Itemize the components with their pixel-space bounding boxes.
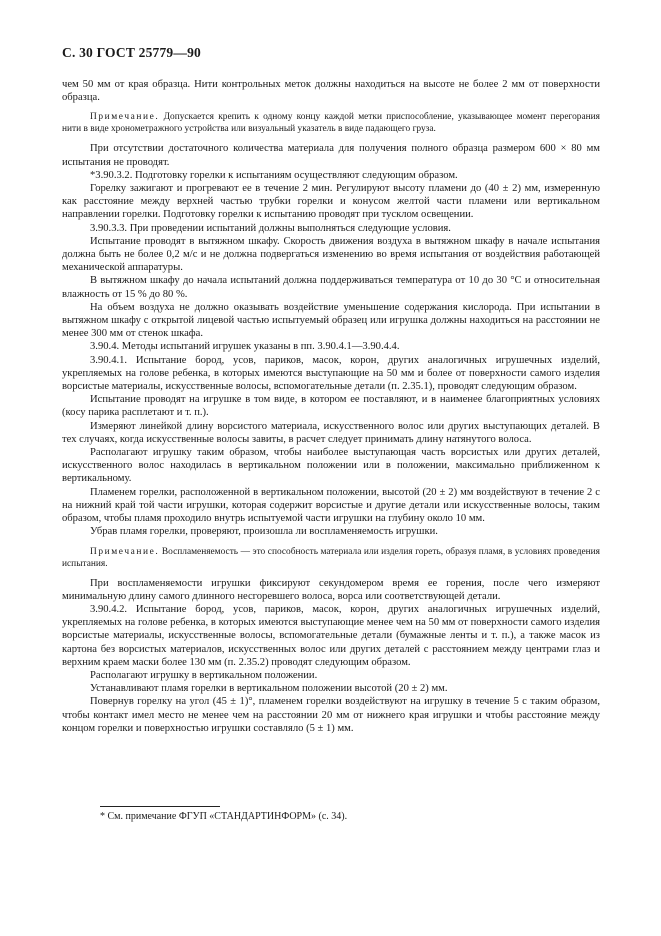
- paragraph: Убрав пламя горелки, проверяют, произошла ли воспламеняемость игрушки.: [90, 526, 438, 538]
- paragraph: Горелку зажигают и прогревают ее в течение 2 мин. Регулируют высоту пламени до (40 ± 2) мм, измеренную как расстояние между верхней частью трубки горелки и конусом желтой части пламени или вертикальном направлении горелки. Подготовку горелки к испытанию проводят при тусклом освещении.: [62, 183, 600, 221]
- paragraph: Испытание проводят в вытяжном шкафу. Скорость движения воздуха в вытяжном шкафу в начале испытания должна быть не более 0,2 м/с и не должна подвергаться изменению во время испытания от воздействия работающей механической аппаратуры.: [62, 235, 600, 274]
- paragraph: 3.90.4.2. Испытание бород, усов, париков, масок, корон, других аналогичных игрушечных изделий, укрепляемых на голове ребенка, в которых имеются выступающие менее чем на 50 мм от поверхности самого изделия ворсистые материалы, искусственные волосы, вспомогательные детали (бумажные ленты и т. п.), а также масок из картона без ворсистых материалов, искусственных волос или других деталей с расстоянием между центрами глаз и верхним краем маски более 130 мм (п. 2.35.2) проводят следующим образом.: [62, 603, 600, 668]
- note: [62, 546, 600, 570]
- note-text: Воспламеняемость — это способность материала или изделия гореть, образуя пламя, в условиях проведения испытания.: [62, 546, 600, 569]
- footnote-divider: [100, 806, 220, 807]
- paragraph: чем 50 мм от края образца. Нити контрольных меток должны находиться на высоте не более 2 мм от поверхности образца.: [62, 79, 600, 104]
- footnote: * См. примечание ФГУП «СТАНДАРТИНФОРМ» (с. 34).: [100, 811, 348, 822]
- note-label: Примечание.: [90, 112, 160, 123]
- paragraph: Измеряют линейкой длину ворсистого материала, искусственного волос или других выступающих деталей. В тех случаях, когда искусственные волосы завиты, в расчет следует принимать длину натянутого волоса.: [62, 420, 600, 445]
- paragraph: Располагают игрушку в вертикальном положении.: [90, 669, 318, 681]
- paragraph: При отсутствии достаточного количества материала для получения полного образца размером 600 × 80 мм испытания не проводят.: [62, 143, 600, 168]
- document-body: [62, 78, 600, 735]
- note-label: Примечание.: [90, 546, 160, 557]
- paragraph: Располагают игрушку таким образом, чтобы наиболее выступающая часть ворсистых или других деталей, искусственного волос находилась в вертикальном положении или в положении, максимально приближенном к вертикальному.: [62, 447, 600, 485]
- note: [62, 111, 600, 135]
- paragraph: На объем воздуха не должно оказывать воздействие уменьшение содержания кислорода. При испытании в вытяжном шкафу с открытой лицевой частью испытуемый образец или игрушка должны находиться на расстоянии не менее 300 мм от стенок шкафа.: [62, 301, 600, 340]
- paragraph: Повернув горелку на угол (45 ± 1)°, пламенем горелки воздействуют на игрушку в течение 5 с таким образом, чтобы контакт имел место не менее чем на расстоянии 20 мм от нижнего края игрушки и чтобы расстояние между концом горелки и поверхностью игрушки составляло (5 ± 1) мм.: [62, 696, 600, 734]
- paragraph: Устанавливают пламя горелки в вертикальном положении высотой (20 ± 2) мм.: [90, 683, 448, 695]
- paragraph: При воспламеняемости игрушки фиксируют секундомером время ее горения, после чего измеряют минимальную длину самого длинного несгоревшего волоса, ворса или соответствующей детали.: [62, 577, 600, 602]
- paragraph: 3.90.4.1. Испытание бород, усов, париков, масок, корон, других аналогичных игрушечных изделий, укрепляемых на голове ребенка, в которых имеются выступающие на 50 мм и более от поверхности самого изделия ворсистые материалы, искусственные волосы, вспомогательные детали (п. 2.35.1), проводят следующим образом.: [62, 354, 600, 393]
- paragraph: 3.90.4. Методы испытаний игрушек указаны в пп. 3.90.4.1—3.90.4.4.: [90, 341, 400, 353]
- paragraph: Пламенем горелки, расположенной в вертикальном положении, высотой (20 ± 2) мм воздействуют в течение 2 с на нижний край той части игрушки, которая содержит ворсистые и другие детали или искусственные волосы, таким образом, чтобы пламя проходило внутрь испытуемой части игрушки на глубину около 10 мм.: [62, 486, 600, 525]
- paragraph: 3.90.3.3. При проведении испытаний должны выполняться следующие условия.: [90, 222, 451, 234]
- paragraph: Испытание проводят на игрушке в том виде, в котором ее поставляют, и в наименее благоприятных условиях (косу парика расплетают и т. п.).: [62, 394, 600, 419]
- page-header: С. 30 ГОСТ 25779—90: [62, 45, 201, 60]
- paragraph: В вытяжном шкафу до начала испытаний должна поддерживаться температура от 10 до 30 °С и относительная влажность от 15 % до 80 %.: [62, 275, 600, 300]
- paragraph: *3.90.3.2. Подготовку горелки к испытаниям осуществляют следующим образом.: [90, 169, 458, 181]
- note-text: Допускается крепить к одному концу каждой метки приспособление, указывающее момент перегорания нити в виде хронометражного устройства или визуальный указатель в виде падающего груза.: [62, 112, 600, 135]
